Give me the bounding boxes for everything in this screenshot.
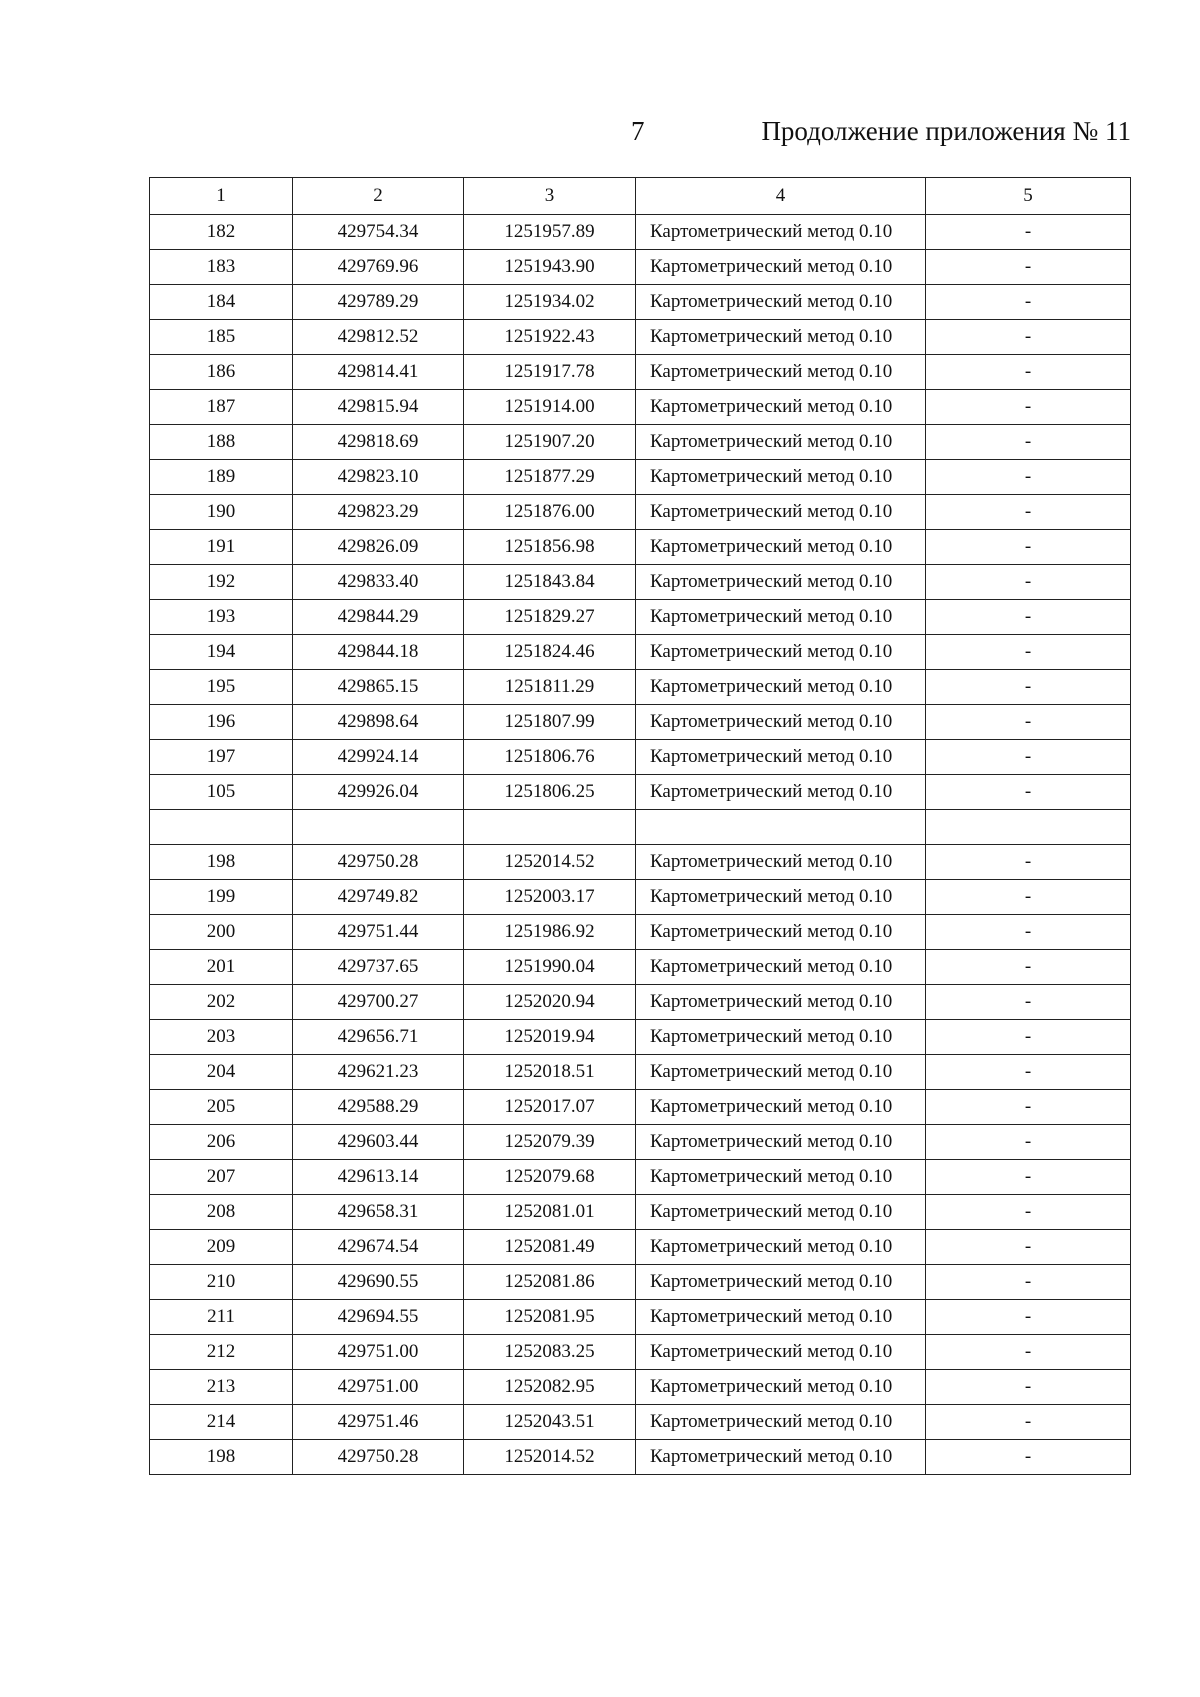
x-coordinate-cell: 429603.44 xyxy=(293,1125,464,1160)
point-number-cell: 204 xyxy=(150,1055,293,1090)
method-cell: Картометрический метод 0.10 xyxy=(636,635,926,670)
note-cell: - xyxy=(926,1370,1131,1405)
method-cell: Картометрический метод 0.10 xyxy=(636,460,926,495)
table-row xyxy=(150,775,1131,810)
point-number-cell: 208 xyxy=(150,1195,293,1230)
point-number-cell: 183 xyxy=(150,250,293,285)
x-coordinate-cell: 429833.40 xyxy=(293,565,464,600)
point-number-cell: 197 xyxy=(150,740,293,775)
method-cell: Картометрический метод 0.10 xyxy=(636,1440,926,1475)
x-coordinate-cell xyxy=(293,810,464,845)
y-coordinate-cell: 1251914.00 xyxy=(464,390,636,425)
column-header: 3 xyxy=(464,178,636,215)
coordinates-table xyxy=(149,177,1131,1475)
method-cell: Картометрический метод 0.10 xyxy=(636,985,926,1020)
point-number-cell: 185 xyxy=(150,320,293,355)
point-number-cell: 190 xyxy=(150,495,293,530)
table-row xyxy=(150,1405,1131,1440)
note-cell: - xyxy=(926,1090,1131,1125)
method-cell: Картометрический метод 0.10 xyxy=(636,705,926,740)
method-cell: Картометрический метод 0.10 xyxy=(636,530,926,565)
point-number-cell: 202 xyxy=(150,985,293,1020)
table-row xyxy=(150,740,1131,775)
x-coordinate-cell: 429924.14 xyxy=(293,740,464,775)
x-coordinate-cell: 429844.29 xyxy=(293,600,464,635)
point-number-cell: 198 xyxy=(150,845,293,880)
y-coordinate-cell: 1251877.29 xyxy=(464,460,636,495)
x-coordinate-cell: 429751.44 xyxy=(293,915,464,950)
x-coordinate-cell: 429812.52 xyxy=(293,320,464,355)
point-number-cell: 201 xyxy=(150,950,293,985)
y-coordinate-cell: 1252081.86 xyxy=(464,1265,636,1300)
table-row xyxy=(150,880,1131,915)
y-coordinate-cell: 1251943.90 xyxy=(464,250,636,285)
y-coordinate-cell xyxy=(464,810,636,845)
table-row xyxy=(150,1300,1131,1335)
x-coordinate-cell: 429818.69 xyxy=(293,425,464,460)
x-coordinate-cell: 429751.00 xyxy=(293,1370,464,1405)
table-row xyxy=(150,705,1131,740)
x-coordinate-cell: 429769.96 xyxy=(293,250,464,285)
y-coordinate-cell: 1252003.17 xyxy=(464,880,636,915)
note-cell: - xyxy=(926,250,1131,285)
point-number-cell: 191 xyxy=(150,530,293,565)
table-row xyxy=(150,565,1131,600)
point-number-cell: 212 xyxy=(150,1335,293,1370)
note-cell: - xyxy=(926,915,1131,950)
x-coordinate-cell: 429751.00 xyxy=(293,1335,464,1370)
table-body xyxy=(150,215,1131,1475)
y-coordinate-cell: 1251806.25 xyxy=(464,775,636,810)
table-row xyxy=(150,285,1131,320)
method-cell: Картометрический метод 0.10 xyxy=(636,285,926,320)
note-cell: - xyxy=(926,1160,1131,1195)
x-coordinate-cell: 429814.41 xyxy=(293,355,464,390)
note-cell: - xyxy=(926,355,1131,390)
y-coordinate-cell: 1252081.49 xyxy=(464,1230,636,1265)
method-cell: Картометрический метод 0.10 xyxy=(636,880,926,915)
table-row xyxy=(150,670,1131,705)
y-coordinate-cell: 1251922.43 xyxy=(464,320,636,355)
x-coordinate-cell: 429700.27 xyxy=(293,985,464,1020)
table-row xyxy=(150,1265,1131,1300)
point-number-cell: 199 xyxy=(150,880,293,915)
method-cell: Картометрический метод 0.10 xyxy=(636,670,926,705)
x-coordinate-cell: 429898.64 xyxy=(293,705,464,740)
y-coordinate-cell: 1252079.39 xyxy=(464,1125,636,1160)
x-coordinate-cell: 429737.65 xyxy=(293,950,464,985)
table-row xyxy=(150,1020,1131,1055)
method-cell: Картометрический метод 0.10 xyxy=(636,495,926,530)
table-row xyxy=(150,1090,1131,1125)
point-number-cell: 184 xyxy=(150,285,293,320)
table-row xyxy=(150,320,1131,355)
note-cell: - xyxy=(926,670,1131,705)
table-row xyxy=(150,425,1131,460)
y-coordinate-cell: 1251986.92 xyxy=(464,915,636,950)
column-header: 5 xyxy=(926,178,1131,215)
y-coordinate-cell: 1251934.02 xyxy=(464,285,636,320)
y-coordinate-cell: 1251957.89 xyxy=(464,215,636,250)
method-cell: Картометрический метод 0.10 xyxy=(636,1195,926,1230)
note-cell: - xyxy=(926,1335,1131,1370)
y-coordinate-cell: 1252014.52 xyxy=(464,1440,636,1475)
table-row xyxy=(150,1230,1131,1265)
x-coordinate-cell: 429656.71 xyxy=(293,1020,464,1055)
table-row xyxy=(150,810,1131,845)
table-row xyxy=(150,390,1131,425)
page-number: 7 xyxy=(631,116,645,146)
point-number-cell xyxy=(150,810,293,845)
note-cell: - xyxy=(926,1195,1131,1230)
method-cell: Картометрический метод 0.10 xyxy=(636,1335,926,1370)
point-number-cell: 194 xyxy=(150,635,293,670)
table-row xyxy=(150,1335,1131,1370)
method-cell: Картометрический метод 0.10 xyxy=(636,950,926,985)
method-cell: Картометрический метод 0.10 xyxy=(636,1055,926,1090)
x-coordinate-cell: 429865.15 xyxy=(293,670,464,705)
x-coordinate-cell: 429588.29 xyxy=(293,1090,464,1125)
y-coordinate-cell: 1252020.94 xyxy=(464,985,636,1020)
table-row xyxy=(150,495,1131,530)
method-cell: Картометрический метод 0.10 xyxy=(636,355,926,390)
table-row xyxy=(150,600,1131,635)
table-row xyxy=(150,250,1131,285)
note-cell: - xyxy=(926,1020,1131,1055)
point-number-cell: 205 xyxy=(150,1090,293,1125)
note-cell: - xyxy=(926,740,1131,775)
method-cell: Картометрический метод 0.10 xyxy=(636,1370,926,1405)
note-cell: - xyxy=(926,600,1131,635)
note-cell: - xyxy=(926,1440,1131,1475)
table-row xyxy=(150,1440,1131,1475)
note-cell: - xyxy=(926,1125,1131,1160)
method-cell xyxy=(636,810,926,845)
method-cell: Картометрический метод 0.10 xyxy=(636,600,926,635)
x-coordinate-cell: 429789.29 xyxy=(293,285,464,320)
column-header: 4 xyxy=(636,178,926,215)
point-number-cell: 193 xyxy=(150,600,293,635)
method-cell: Картометрический метод 0.10 xyxy=(636,390,926,425)
method-cell: Картометрический метод 0.10 xyxy=(636,915,926,950)
point-number-cell: 195 xyxy=(150,670,293,705)
method-cell: Картометрический метод 0.10 xyxy=(636,320,926,355)
point-number-cell: 182 xyxy=(150,215,293,250)
x-coordinate-cell: 429658.31 xyxy=(293,1195,464,1230)
note-cell: - xyxy=(926,635,1131,670)
point-number-cell: 186 xyxy=(150,355,293,390)
y-coordinate-cell: 1252081.95 xyxy=(464,1300,636,1335)
note-cell: - xyxy=(926,880,1131,915)
method-cell: Картометрический метод 0.10 xyxy=(636,1265,926,1300)
note-cell: - xyxy=(926,950,1131,985)
y-coordinate-cell: 1251829.27 xyxy=(464,600,636,635)
y-coordinate-cell: 1252043.51 xyxy=(464,1405,636,1440)
point-number-cell: 188 xyxy=(150,425,293,460)
point-number-cell: 209 xyxy=(150,1230,293,1265)
note-cell: - xyxy=(926,845,1131,880)
point-number-cell: 200 xyxy=(150,915,293,950)
y-coordinate-cell: 1252082.95 xyxy=(464,1370,636,1405)
note-cell: - xyxy=(926,285,1131,320)
note-cell: - xyxy=(926,1230,1131,1265)
x-coordinate-cell: 429750.28 xyxy=(293,845,464,880)
method-cell: Картометрический метод 0.10 xyxy=(636,1300,926,1335)
table-row xyxy=(150,845,1131,880)
method-cell: Картометрический метод 0.10 xyxy=(636,1230,926,1265)
x-coordinate-cell: 429823.29 xyxy=(293,495,464,530)
y-coordinate-cell: 1251876.00 xyxy=(464,495,636,530)
y-coordinate-cell: 1251990.04 xyxy=(464,950,636,985)
x-coordinate-cell: 429826.09 xyxy=(293,530,464,565)
table-row xyxy=(150,635,1131,670)
y-coordinate-cell: 1252019.94 xyxy=(464,1020,636,1055)
point-number-cell: 207 xyxy=(150,1160,293,1195)
method-cell: Картометрический метод 0.10 xyxy=(636,565,926,600)
method-cell: Картометрический метод 0.10 xyxy=(636,215,926,250)
table-row xyxy=(150,985,1131,1020)
note-cell: - xyxy=(926,1300,1131,1335)
note-cell: - xyxy=(926,565,1131,600)
y-coordinate-cell: 1251856.98 xyxy=(464,530,636,565)
method-cell: Картометрический метод 0.10 xyxy=(636,425,926,460)
note-cell: - xyxy=(926,320,1131,355)
point-number-cell: 206 xyxy=(150,1125,293,1160)
method-cell: Картометрический метод 0.10 xyxy=(636,845,926,880)
point-number-cell: 105 xyxy=(150,775,293,810)
y-coordinate-cell: 1252017.07 xyxy=(464,1090,636,1125)
y-coordinate-cell: 1251917.78 xyxy=(464,355,636,390)
table-row xyxy=(150,1055,1131,1090)
y-coordinate-cell: 1251807.99 xyxy=(464,705,636,740)
note-cell: - xyxy=(926,1055,1131,1090)
x-coordinate-cell: 429750.28 xyxy=(293,1440,464,1475)
point-number-cell: 187 xyxy=(150,390,293,425)
x-coordinate-cell: 429613.14 xyxy=(293,1160,464,1195)
point-number-cell: 198 xyxy=(150,1440,293,1475)
y-coordinate-cell: 1252018.51 xyxy=(464,1055,636,1090)
x-coordinate-cell: 429844.18 xyxy=(293,635,464,670)
x-coordinate-cell: 429926.04 xyxy=(293,775,464,810)
column-header: 1 xyxy=(150,178,293,215)
y-coordinate-cell: 1252081.01 xyxy=(464,1195,636,1230)
method-cell: Картометрический метод 0.10 xyxy=(636,1405,926,1440)
table-row xyxy=(150,1125,1131,1160)
column-header: 2 xyxy=(293,178,464,215)
table-row xyxy=(150,950,1131,985)
note-cell: - xyxy=(926,1265,1131,1300)
point-number-cell: 210 xyxy=(150,1265,293,1300)
table-row xyxy=(150,1195,1131,1230)
method-cell: Картометрический метод 0.10 xyxy=(636,775,926,810)
x-coordinate-cell: 429749.82 xyxy=(293,880,464,915)
table-row xyxy=(150,915,1131,950)
method-cell: Картометрический метод 0.10 xyxy=(636,1160,926,1195)
continuation-title: Продолжение приложения № 11 xyxy=(761,116,1131,146)
method-cell: Картометрический метод 0.10 xyxy=(636,740,926,775)
note-cell: - xyxy=(926,215,1131,250)
method-cell: Картометрический метод 0.10 xyxy=(636,250,926,285)
note-cell: - xyxy=(926,705,1131,740)
point-number-cell: 196 xyxy=(150,705,293,740)
table-row xyxy=(150,1160,1131,1195)
y-coordinate-cell: 1252083.25 xyxy=(464,1335,636,1370)
method-cell: Картометрический метод 0.10 xyxy=(636,1125,926,1160)
x-coordinate-cell: 429621.23 xyxy=(293,1055,464,1090)
table-row xyxy=(150,355,1131,390)
note-cell xyxy=(926,810,1131,845)
x-coordinate-cell: 429674.54 xyxy=(293,1230,464,1265)
table-row xyxy=(150,530,1131,565)
table-row xyxy=(150,1370,1131,1405)
y-coordinate-cell: 1252014.52 xyxy=(464,845,636,880)
note-cell: - xyxy=(926,390,1131,425)
y-coordinate-cell: 1251907.20 xyxy=(464,425,636,460)
y-coordinate-cell: 1251824.46 xyxy=(464,635,636,670)
point-number-cell: 203 xyxy=(150,1020,293,1055)
note-cell: - xyxy=(926,530,1131,565)
point-number-cell: 214 xyxy=(150,1405,293,1440)
point-number-cell: 213 xyxy=(150,1370,293,1405)
method-cell: Картометрический метод 0.10 xyxy=(636,1020,926,1055)
table-row xyxy=(150,215,1131,250)
note-cell: - xyxy=(926,495,1131,530)
point-number-cell: 189 xyxy=(150,460,293,495)
note-cell: - xyxy=(926,775,1131,810)
x-coordinate-cell: 429815.94 xyxy=(293,390,464,425)
x-coordinate-cell: 429754.34 xyxy=(293,215,464,250)
note-cell: - xyxy=(926,985,1131,1020)
note-cell: - xyxy=(926,1405,1131,1440)
y-coordinate-cell: 1251843.84 xyxy=(464,565,636,600)
point-number-cell: 192 xyxy=(150,565,293,600)
x-coordinate-cell: 429694.55 xyxy=(293,1300,464,1335)
table-header-row xyxy=(150,178,1131,215)
note-cell: - xyxy=(926,425,1131,460)
table-row xyxy=(150,460,1131,495)
y-coordinate-cell: 1251806.76 xyxy=(464,740,636,775)
x-coordinate-cell: 429751.46 xyxy=(293,1405,464,1440)
y-coordinate-cell: 1252079.68 xyxy=(464,1160,636,1195)
x-coordinate-cell: 429823.10 xyxy=(293,460,464,495)
y-coordinate-cell: 1251811.29 xyxy=(464,670,636,705)
method-cell: Картометрический метод 0.10 xyxy=(636,1090,926,1125)
x-coordinate-cell: 429690.55 xyxy=(293,1265,464,1300)
point-number-cell: 211 xyxy=(150,1300,293,1335)
note-cell: - xyxy=(926,460,1131,495)
